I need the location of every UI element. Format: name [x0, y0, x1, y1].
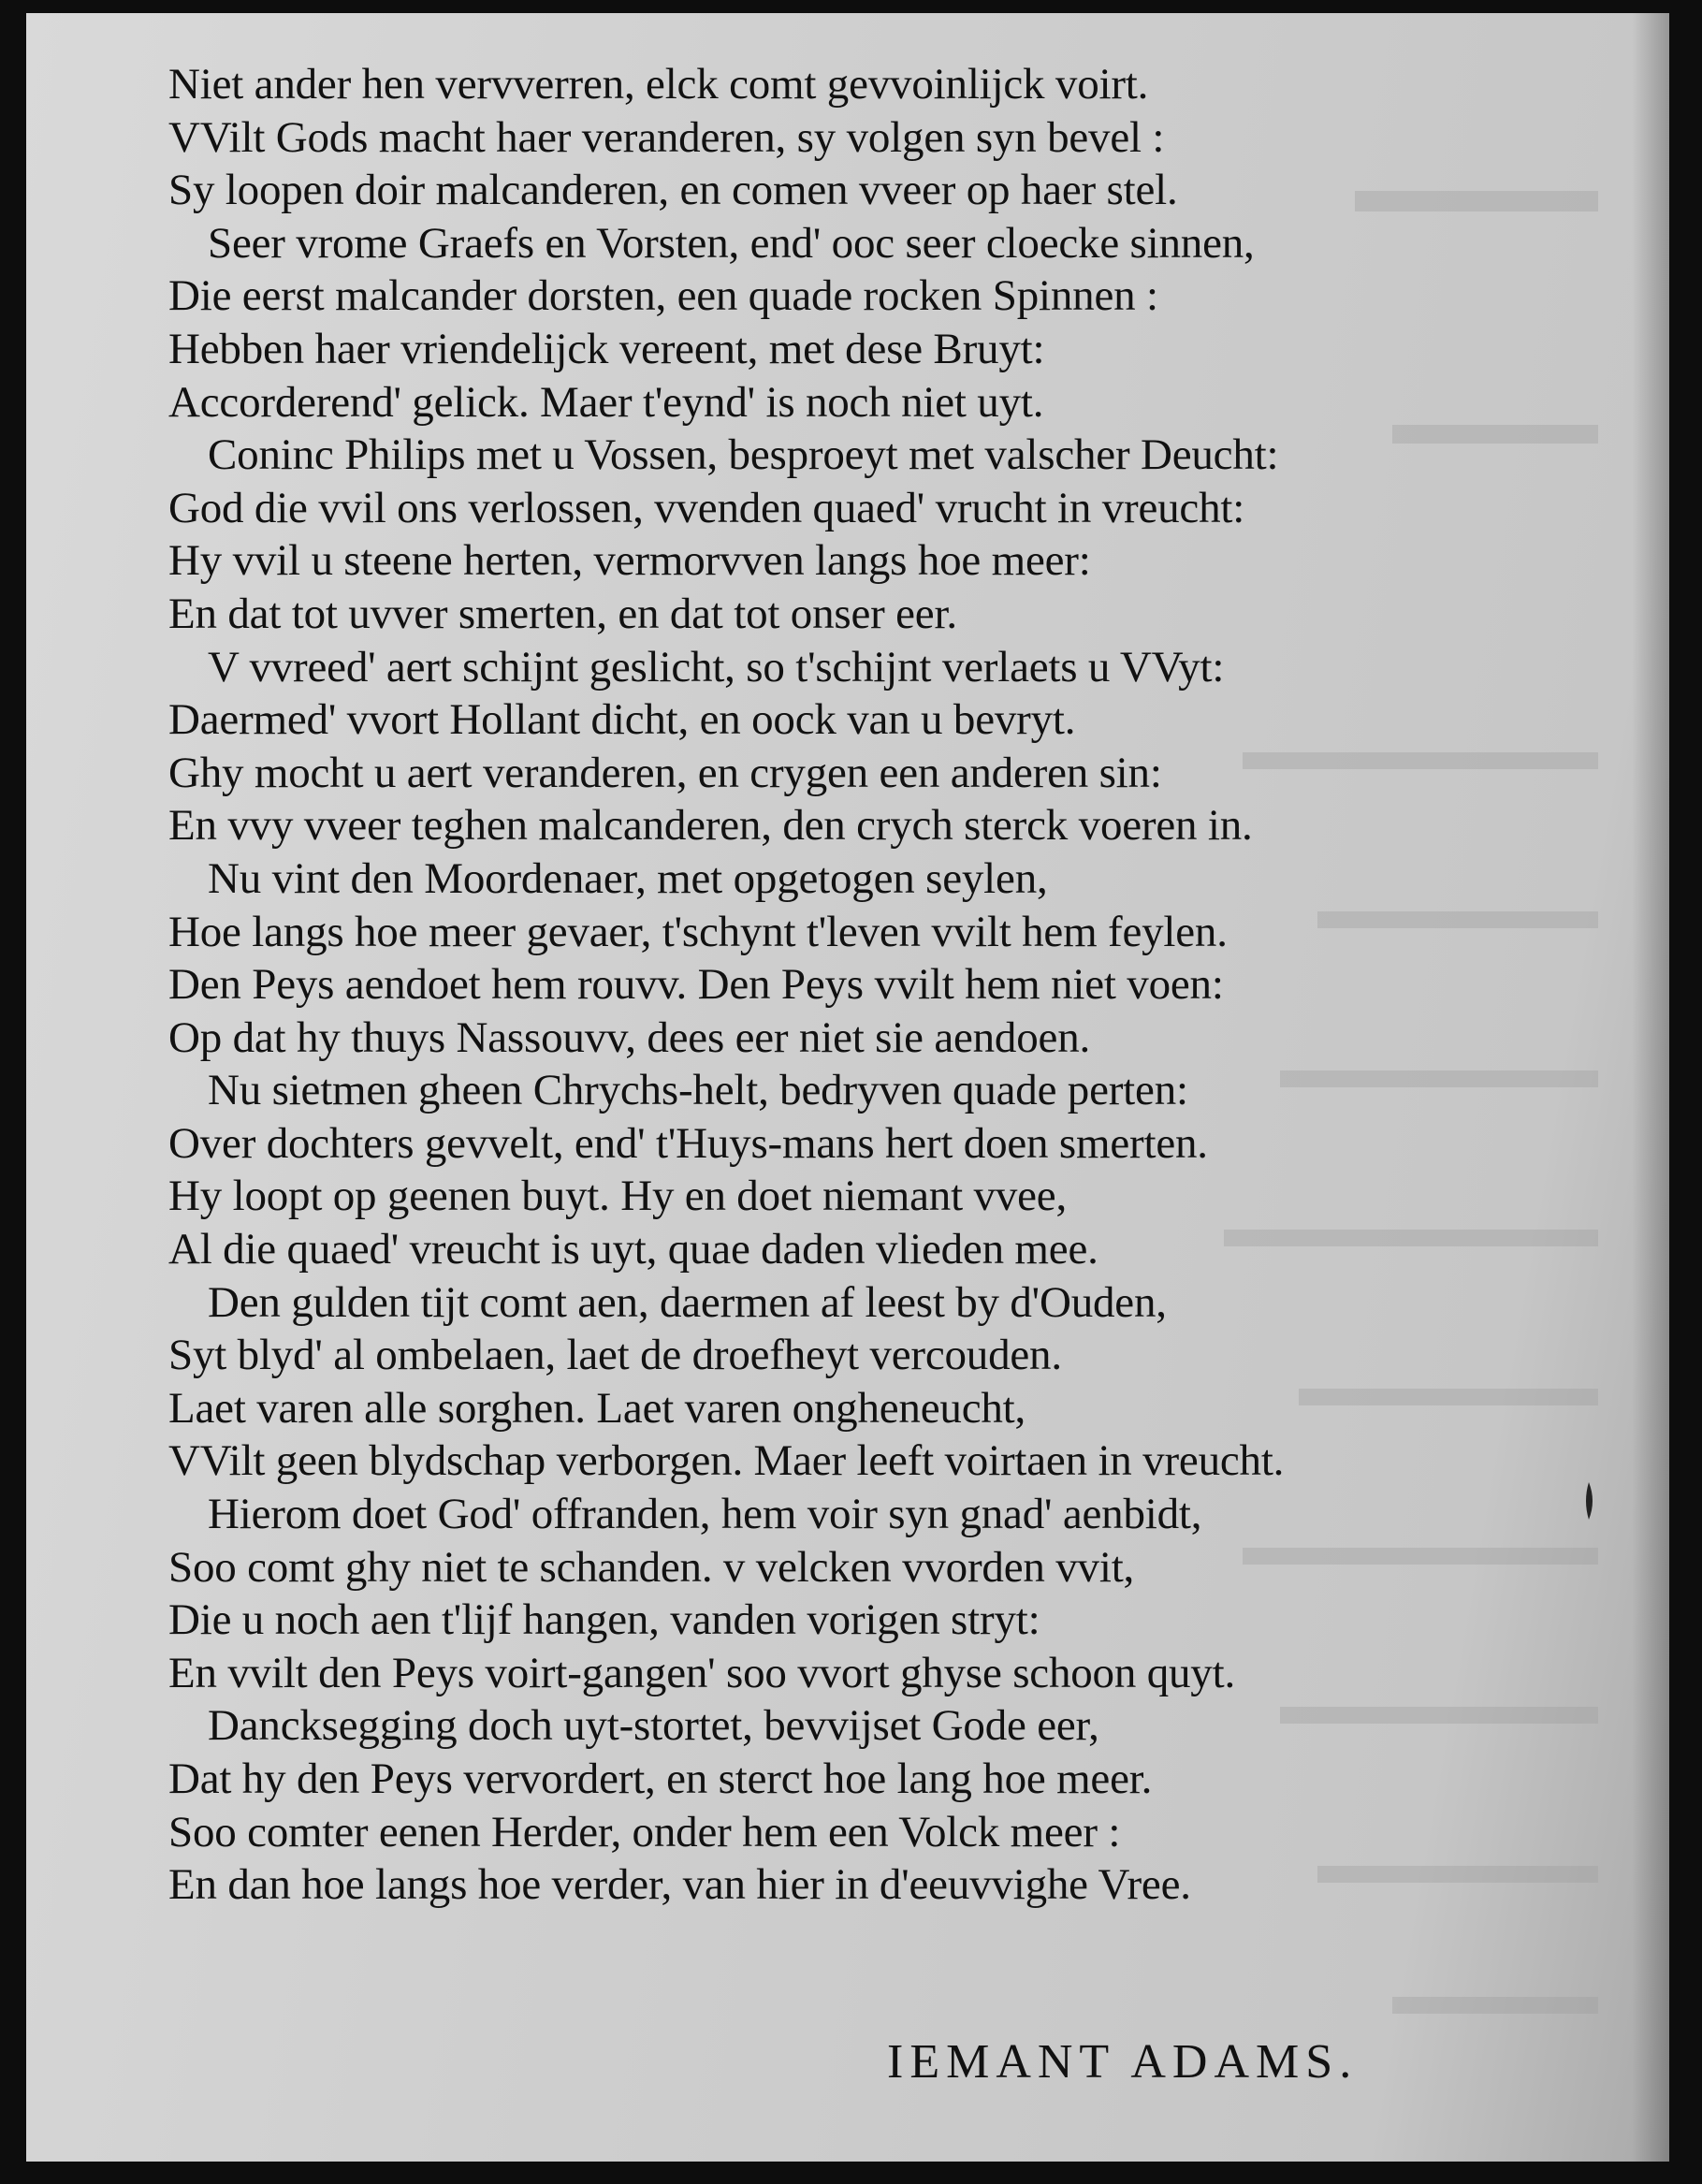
poem-line: Hy vvil u steene herten, vermorvven langs hoe meer:: [168, 536, 1091, 586]
poem-line: Nu vint den Moordenaer, met opgetogen seylen,: [208, 853, 1048, 903]
poem-line: Hierom doet God' offranden, hem voir syn gnad' aenbidt,: [208, 1490, 1202, 1539]
poem-line: VVilt geen blydschap verborgen. Maer leeft voirtaen in vreucht.: [168, 1436, 1285, 1486]
poem-line: Laet varen alle sorghen. Laet varen ongheneucht,: [168, 1383, 1026, 1433]
poem-line: Nu sietmen gheen Chrychs-helt, bedryven quade perten:: [208, 1066, 1188, 1115]
poem-line: Op dat hy thuys Nassouvv, dees eer niet sie aendoen.: [168, 1012, 1091, 1062]
poem-line: En vvy vveer teghen malcanderen, den crych sterck voeren in.: [168, 801, 1253, 851]
poem-line: Daermed' vvort Hollant dicht, en oock van u bevryt.: [168, 695, 1076, 745]
poem-line: Dancksegging doch uyt-stortet, bevvijset Gode eer,: [208, 1701, 1099, 1751]
poem-text: [168, 58, 1478, 1912]
poem-line: Hoe langs hoe meer gevaer, t'schynt t'leven vvilt hem feylen.: [168, 907, 1228, 956]
author-signature: IEMANT ADAMS.: [887, 2035, 1359, 2089]
poem-line: God die vvil ons verlossen, vvenden quaed' vrucht in vreucht:: [168, 483, 1245, 532]
poem-line: Soo comter eenen Herder, onder hem een Volck meer :: [168, 1807, 1121, 1856]
page-gutter-shadow: [1632, 13, 1669, 2162]
poem-line: Over dochters gevvelt, end' t'Huys-mans hert doen smerten.: [168, 1118, 1208, 1168]
poem-line: Al die quaed' vreucht is uyt, quae daden vlieden mee.: [168, 1225, 1098, 1274]
poem-line: En dat tot uvver smerten, en dat tot onser eer.: [168, 589, 957, 638]
poem-line: Niet ander hen vervverren, elck comt gevvoinlijck voirt.: [168, 60, 1149, 109]
poem-line: Coninc Philips met u Vossen, besproeyt met valscher Deucht:: [208, 430, 1279, 480]
poem-line: En vvilt den Peys voirt-gangen' soo vvort ghyse schoon quyt.: [168, 1648, 1236, 1697]
poem-line: Syt blyd' al ombelaen, laet de droefheyt vercouden.: [168, 1331, 1062, 1380]
poem-line: Sy loopen doir malcanderen, en comen vveer op haer stel.: [168, 166, 1178, 215]
poem-line: VVilt Gods macht haer veranderen, sy volgen syn bevel :: [168, 112, 1165, 162]
book-page: [26, 13, 1669, 2162]
poem-line: Dat hy den Peys vervordert, en sterct hoe lang hoe meer.: [168, 1754, 1153, 1803]
poem-line: Ghy mocht u aert veranderen, en crygen een anderen sin:: [168, 748, 1162, 797]
poem-line: V vvreed' aert schijnt geslicht, so t'schijnt verlaets u VVyt:: [208, 642, 1225, 692]
poem-line: Hy loopt op geenen buyt. Hy en doet niemant vvee,: [168, 1172, 1067, 1221]
poem-line: Die eerst malcander dorsten, een quade rocken Spinnen :: [168, 271, 1158, 321]
poem-line: Die u noch aen t'lijf hangen, vanden vorigen stryt:: [168, 1595, 1040, 1645]
poem-line: Hebben haer vriendelijck vereent, met dese Bruyt:: [168, 324, 1045, 373]
poem-line: En dan hoe langs hoe verder, van hier in d'eeuvvighe Vree.: [168, 1860, 1191, 1910]
poem-line: Soo comt ghy niet te schanden. v velcken vvorden vvit,: [168, 1542, 1135, 1592]
poem-line: Den gulden tijt comt aen, daermen af leest by d'Ouden,: [208, 1277, 1167, 1327]
poem-line: Den Peys aendoet hem rouvv. Den Peys vvilt hem niet voen:: [168, 960, 1224, 1010]
poem-line: Accorderend' gelick. Maer t'eynd' is noch niet uyt.: [168, 377, 1044, 427]
poem-line: Seer vrome Graefs en Vorsten, end' ooc seer cloecke sinnen,: [208, 218, 1255, 268]
